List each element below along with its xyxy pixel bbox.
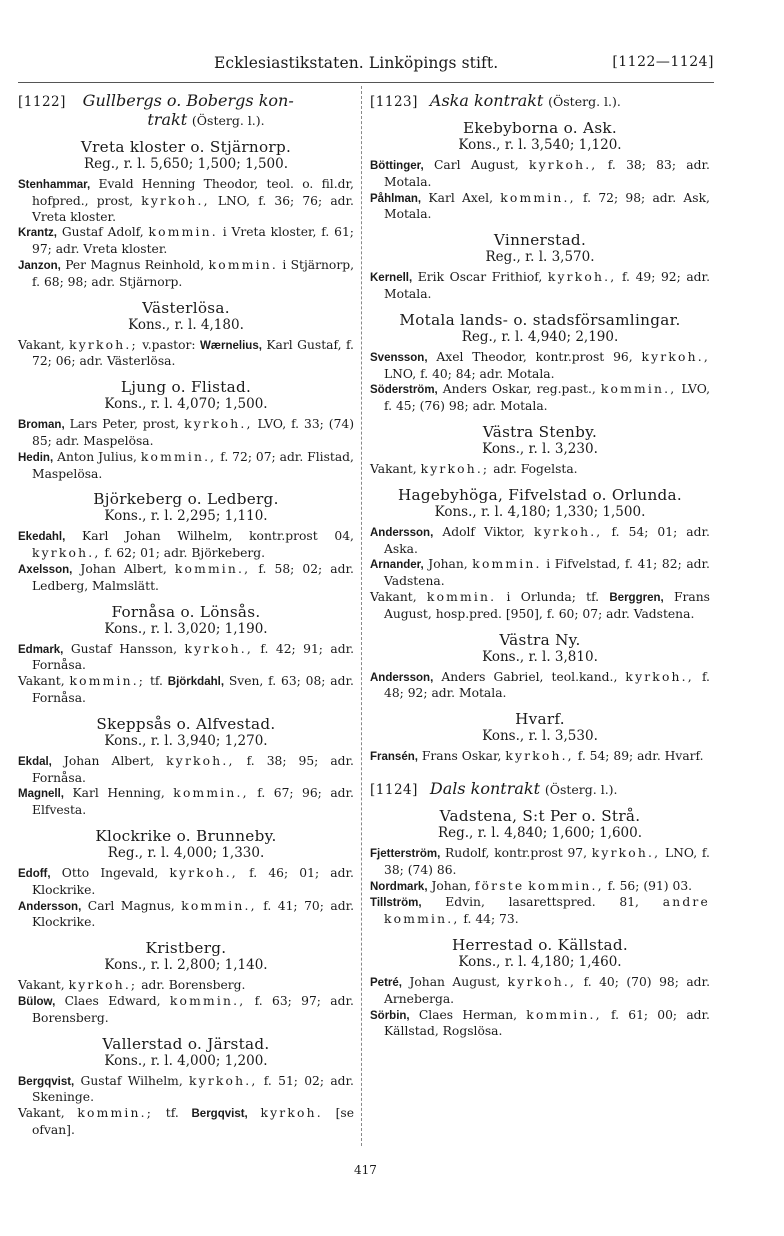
parish-stats: Reg., r. l. 5,650; 1,500; 1,500.: [83, 156, 289, 172]
clergy-surname: Berggren,: [609, 591, 664, 604]
clergy-entry: Vakant, kyrkoh.; v.pastor: Wærnelius, Karl Gustaf, f. 72; 06; adr. Västerlösa.: [18, 337, 354, 369]
clergy-entry: Vakant, kommin.; tf. Bergqvist, kyrkoh. [se ofvan].: [18, 1106, 354, 1137]
parish-stats: Kons., r. l. 3,020; 1,190.: [104, 620, 268, 637]
clergy-entry: Söderström, Anders Oskar, reg.past., kommin., LVO, f. 45; (76) 98; adr. Motala.: [370, 382, 710, 414]
clergy-entry: Edoff, Otto Ingevald, kyrkoh., f. 46; 01; adr. Klockrike.: [18, 865, 354, 897]
parish-stats: Kons., r. l. 4,180.: [128, 316, 244, 333]
header-title: Ecklesiastikstaten. Linköpings stift.: [214, 54, 499, 72]
clergy-entry: Vakant, kyrkoh.; adr. Borensberg.: [18, 978, 246, 993]
clergy-entry: Broman, Lars Peter, prost, kyrkoh., LVO, f. 33; (74) 85; adr. Maspelösa.: [18, 417, 355, 448]
parish-name: Hvarf.: [515, 710, 565, 729]
clergy-entry: Ekedahl, Karl Johan Wilhelm, kontr.prost 04, kyrkoh., f. 62; 01; adr. Björkeberg.: [18, 529, 354, 561]
parish-name: Skeppsås o. Alfvestad.: [96, 714, 276, 733]
clergy-entry: Andersson, Carl Magnus, kommin., f. 41; 70; adr. Klockrike.: [18, 898, 355, 930]
clergy-entry: Svensson, Axel Theodor, kontr.prost 96, kyrkoh., LNO, f. 40; 84; adr. Motala.: [370, 349, 710, 381]
parish-stats: Reg., r. l. 3,570.: [485, 249, 595, 266]
clergy-entry: Vakant, kommin.; tf. Björkdahl, Sven, f. 63; 08; adr. Fornåsa.: [18, 674, 354, 705]
parish-stats: Reg., r. l. 4,840; 1,600; 1,600.: [437, 824, 643, 841]
clergy-surname: Påhlman,: [370, 192, 422, 205]
clergy-surname: Fransén,: [370, 751, 418, 764]
section-list: [370, 92, 710, 1040]
parish-list: [18, 138, 354, 1139]
parish-stats: Kons., r. l. 3,540; 1,120.: [458, 137, 622, 153]
parish: [18, 1035, 354, 1139]
parish: [18, 603, 354, 707]
running-header: [18, 52, 714, 78]
parish-name: Ekebyborna o. Ask.: [462, 119, 618, 137]
parish-name: Vinnerstad.: [493, 231, 587, 250]
clergy-surname: Nordmark,: [370, 880, 428, 893]
parish-stats: Reg., r. l. 4,000; 1,330.: [107, 844, 265, 861]
clergy-surname: Böttinger,: [370, 160, 424, 172]
column-divider: [361, 86, 362, 1146]
parish: [370, 631, 710, 703]
clergy-entry: Vakant, kommin. i Orlunda; tf. Berggren, Frans August, hosp.pred. [950], f. 60; 07; adr. Vadstena.: [370, 589, 710, 621]
clergy-surname: Janzon,: [18, 259, 61, 272]
parish-name: Klockrike o. Brunneby.: [95, 826, 277, 845]
header-rule: [18, 82, 714, 83]
section-heading: [370, 780, 710, 799]
section-name: Dals kontrakt: [429, 778, 541, 798]
parish-stats: Kons., r. l. 3,940; 1,270.: [104, 732, 268, 749]
parish: [370, 119, 710, 223]
clergy-entry: Andersson, Anders Gabriel, teol.kand., kyrkoh., f. 48; 92; adr. Motala.: [370, 669, 710, 701]
parish: [370, 311, 710, 415]
clergy-surname: Krantz,: [18, 227, 57, 240]
parish: [370, 936, 710, 1040]
clergy-entry: Bergqvist, Gustaf Wilhelm, kyrkoh., f. 51; 02; adr. Skeninge.: [18, 1073, 354, 1105]
clergy-entry: Ekdal, Johan Albert, kyrkoh., f. 38; 95; adr. Fornåsa.: [18, 753, 354, 785]
clergy-entry: Nordmark, Johan, förste kommin., f. 56; (91) 03.: [370, 878, 693, 893]
clergy-surname: Bergqvist,: [18, 1075, 75, 1088]
left-column: [18, 90, 354, 1139]
clergy-entry: Krantz, Gustaf Adolf, kommin. i Vreta kloster, f. 61; 97; adr. Vreta kloster.: [18, 225, 354, 257]
clergy-entry: Janzon, Per Magnus Reinhold, kommin. i Stjärnorp, f. 68; 98; adr. Stjärnorp.: [18, 257, 354, 289]
clergy-surname: Ekedahl,: [18, 531, 66, 544]
clergy-entry: Bülow, Claes Edward, kommin., f. 63; 97; adr. Borensberg.: [18, 993, 354, 1025]
clergy-entry: Vakant, kyrkoh.; adr. Fogelsta.: [370, 461, 578, 476]
parish-name: Vadstena, S:t Per o. Strå.: [439, 806, 641, 825]
parish: [18, 827, 354, 931]
parish-name: Ljung o. Flistad.: [120, 378, 252, 397]
parish-name: Björkeberg o. Ledberg.: [93, 490, 279, 509]
parish-name: Herrestad o. Källstad.: [452, 935, 628, 954]
clergy-surname: Edoff,: [18, 867, 51, 880]
parish-name: Vreta kloster o. Stjärnorp.: [80, 138, 292, 156]
clergy-surname: Hedin,: [18, 451, 54, 464]
parish: [18, 715, 354, 819]
parish-stats: Kons., r. l. 4,070; 1,500.: [104, 396, 268, 413]
parish-name: Kristberg.: [145, 939, 227, 958]
header-entry-range: [1122—1124]: [612, 54, 714, 70]
parish-stats: Kons., r. l. 3,230.: [482, 440, 598, 457]
clergy-entry: Böttinger, Carl August, kyrkoh., f. 38; 83; adr. Motala.: [370, 158, 710, 189]
clergy-surname: Andersson,: [18, 900, 82, 913]
clergy-surname: Söderström,: [370, 384, 438, 397]
parish-stats: Kons., r. l. 4,000; 1,200.: [104, 1052, 268, 1069]
clergy-surname: Magnell,: [18, 788, 65, 801]
clergy-surname: Arnander,: [370, 559, 424, 572]
clergy-entry: Edmark, Gustaf Hansson, kyrkoh., f. 42; 91; adr. Fornåsa.: [18, 641, 355, 673]
clergy-surname: Andersson,: [370, 671, 434, 684]
section-number: [1122]: [18, 94, 66, 110]
clergy-surname: Bülow,: [18, 995, 56, 1008]
right-column: [370, 90, 710, 1040]
clergy-surname: Kernell,: [370, 272, 413, 285]
clergy-entry: Petré, Johan August, kyrkoh., f. 40; (70) 98; adr. Arneberga.: [370, 974, 710, 1006]
section-region: (Österg. l.).: [544, 781, 618, 797]
parish: [370, 710, 710, 766]
clergy-entry: Kernell, Erik Oscar Frithiof, kyrkoh., f. 49; 92; adr. Motala.: [370, 270, 710, 301]
parish-name: Västra Ny.: [499, 630, 581, 649]
parish: [18, 490, 354, 594]
parish: [18, 378, 354, 482]
parish: [18, 138, 354, 291]
parish: [370, 423, 710, 478]
parish-stats: Kons., r. l. 4,180; 1,460.: [458, 953, 622, 970]
parish-name: Motala lands- o. stadsförsamlingar.: [399, 310, 681, 329]
clergy-surname: Edmark,: [18, 643, 64, 656]
clergy-surname: Petré,: [370, 976, 402, 989]
parish-stats: Kons., r. l. 2,800; 1,140.: [104, 957, 268, 974]
clergy-entry: Fransén, Frans Oskar, kyrkoh., f. 54; 89; adr. Hvarf.: [370, 749, 704, 764]
parish-name: Vallerstad o. Järstad.: [102, 1034, 270, 1053]
clergy-entry: Sörbin, Claes Herman, kommin., f. 61; 00; adr. Källstad, Rogslösa.: [370, 1007, 710, 1039]
clergy-entry: Hedin, Anton Julius, kommin., f. 72; 07; adr. Flistad, Maspelösa.: [18, 449, 354, 481]
section-heading-1122: [18, 92, 354, 130]
clergy-surname: Andersson,: [370, 526, 434, 539]
clergy-entry: Tillström, Edvin, lasarettspred. 81, andre kommin., f. 44; 73.: [370, 895, 710, 927]
clergy-entry: Andersson, Adolf Viktor, kyrkoh., f. 54; 01; adr. Aska.: [370, 524, 710, 556]
clergy-surname: Broman,: [18, 419, 65, 432]
parish-stats: Kons., r. l. 4,180; 1,330; 1,500.: [434, 503, 646, 520]
clergy-entry: Fjetterström, Rudolf, kontr.prost 97, kyrkoh., LNO, f. 38; (74) 86.: [370, 845, 710, 877]
parish: [370, 486, 710, 623]
section-heading: [370, 92, 710, 111]
section-name: Gullbergs o. Bobergs kon-: [82, 91, 294, 110]
section-name: Aska kontrakt: [429, 91, 544, 110]
parish: [370, 231, 710, 303]
clergy-surname: Björkdahl,: [167, 676, 225, 689]
clergy-entry: Stenhammar, Evald Henning Theodor, teol. o. fil.dr, hofpred., prost, kyrkoh., LNO, f. 36; 76; adr. Vreta kloster.: [18, 177, 354, 224]
clergy-entry: Arnander, Johan, kommin. i Fifvelstad, f. 41; 82; adr. Vadstena.: [370, 557, 710, 589]
clergy-entry: Axelsson, Johan Albert, kommin., f. 58; 02; adr. Ledberg, Malmslätt.: [18, 561, 354, 593]
parish-name: Västra Stenby.: [482, 422, 598, 441]
clergy-surname: Stenhammar,: [18, 179, 91, 191]
clergy-entry: Magnell, Karl Henning, kommin., f. 67; 96; adr. Elfvesta.: [18, 786, 354, 818]
parish-stats: Reg., r. l. 4,940; 2,190.: [461, 328, 619, 345]
clergy-surname: Ekdal,: [18, 755, 52, 768]
parish-name: Fornåsa o. Lönsås.: [111, 602, 261, 621]
parish-stats: Kons., r. l. 3,530.: [482, 728, 598, 745]
clergy-surname: Bergqvist,: [191, 1108, 248, 1121]
parish-name: Hagebyhöga, Fifvelstad o. Orlunda.: [397, 485, 683, 504]
clergy-surname: Axelsson,: [18, 563, 73, 576]
clergy-surname: Sörbin,: [370, 1009, 410, 1022]
parish-stats: Kons., r. l. 3,810.: [482, 648, 598, 665]
parish: [18, 939, 354, 1026]
clergy-entry: Påhlman, Karl Axel, kommin., f. 72; 98; adr. Ask, Motala.: [370, 190, 710, 222]
clergy-surname: Wærnelius,: [199, 339, 262, 352]
section-name-continued: trakt (Österg. l.).: [147, 110, 265, 129]
clergy-surname: Tillström,: [370, 897, 422, 910]
parish-name: Västerlösa.: [142, 298, 230, 317]
clergy-surname: Fjetterström,: [370, 847, 441, 860]
section-region: (Österg. l.).: [191, 113, 265, 128]
parish: [370, 807, 710, 928]
parish-stats: Kons., r. l. 2,295; 1,110.: [104, 508, 268, 525]
section-number: [1123]: [370, 94, 418, 110]
page-number: 417: [354, 1163, 377, 1177]
section-region: (Österg. l.).: [548, 94, 621, 109]
parish: [18, 299, 354, 371]
section-number: [1124]: [370, 781, 418, 798]
clergy-surname: Svensson,: [370, 351, 428, 364]
